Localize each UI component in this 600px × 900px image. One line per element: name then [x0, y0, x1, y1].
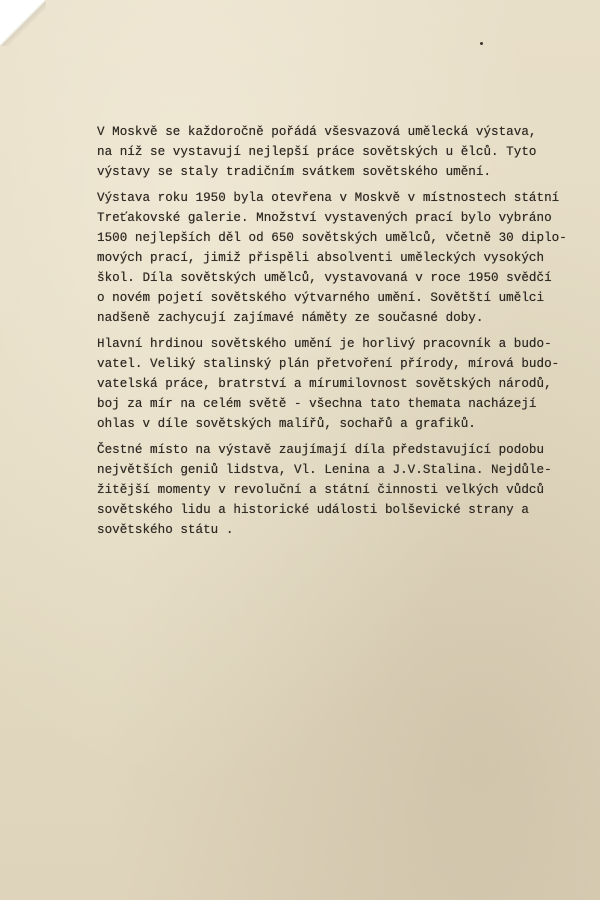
text-line: sovětského státu . — [97, 523, 234, 537]
text-line: výstavy se staly tradičním svátkem sovětského umění. — [97, 165, 492, 179]
typewritten-text — [97, 122, 567, 546]
text-line: největších geniů lidstva, Vl. Lenina a J.V.Stalina. Nejdůle- — [97, 463, 552, 477]
text-line: mových prací, jimiž přispěli absolventi uměleckých vysokých — [97, 251, 545, 265]
text-line: žitější momenty v revoluční a státní činnosti velkých vůdců — [97, 483, 545, 497]
text-line: Treťakovské galerie. Množství vystavených prací bylo vybráno — [97, 211, 552, 225]
text-line: boj za mír na celém světě - všechna tato themata nacházejí — [97, 397, 537, 411]
text-line: sovětského lidu a historické události bolševické strany a — [97, 503, 529, 517]
text-line: o novém pojetí sovětského výtvarného umění. Sovětští umělci — [97, 291, 545, 305]
text-line: vatel. Veliký stalinský plán přetvoření přírody, mírová budo- — [97, 357, 560, 371]
text-line: ohlas v díle sovětských malířů, sochařů a grafiků. — [97, 417, 476, 431]
paragraph-4 — [97, 440, 567, 540]
paragraph-2 — [97, 188, 567, 328]
text-line: nadšeně zachycují zajímavé náměty ze současné doby. — [97, 311, 484, 325]
paragraph-3 — [97, 334, 567, 434]
text-line: Hlavní hrdinou sovětského umění je horlivý pracovník a budo- — [97, 337, 552, 351]
folded-corner — [0, 0, 46, 46]
text-line: 1500 nejlepších děl od 650 sovětských umělců, včetně 30 diplo- — [97, 231, 567, 245]
text-line: Výstava roku 1950 byla otevřena v Moskvě v místnostech státní — [97, 191, 560, 205]
paper-speck — [480, 42, 483, 45]
text-line: škol. Díla sovětských umělců, vystavovaná v roce 1950 svědčí — [97, 271, 552, 285]
paragraph-1 — [97, 122, 567, 182]
text-line: na níž se vystavují nejlepší práce sovětských u ělců. Tyto — [97, 145, 537, 159]
text-line: vatelská práce, bratrství a mírumilovnost sovětských národů, — [97, 377, 552, 391]
text-line: V Moskvě se každoročně pořádá všesvazová umělecká výstava, — [97, 125, 537, 139]
text-line: Čestné místo na výstavě zaujímají díla představující podobu — [97, 443, 545, 457]
